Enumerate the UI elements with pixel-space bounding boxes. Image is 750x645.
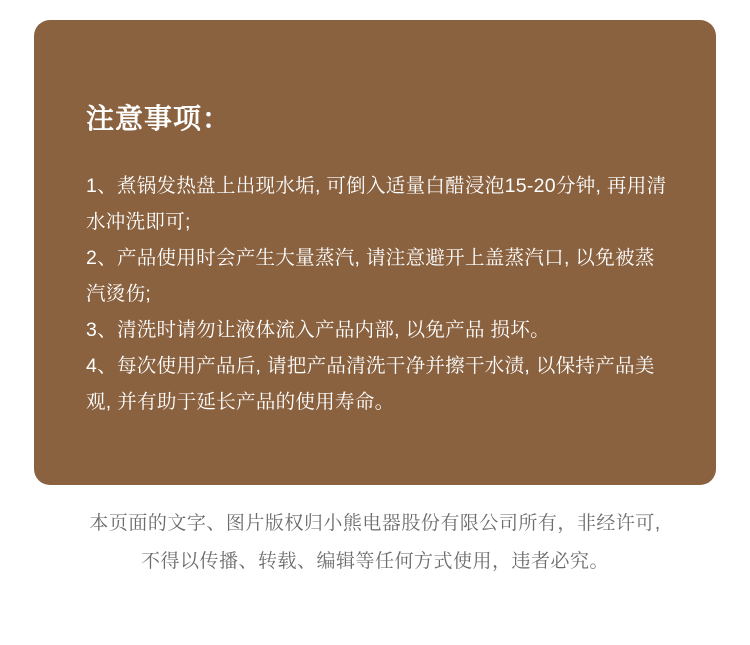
copyright-footer [0,505,750,581]
notice-item: 1、煮锅发热盘上出现水垢, 可倒入适量白醋浸泡15-20分钟, 再用清水冲洗即可; [86,175,667,233]
notice-body [86,168,672,420]
notice-title: 注意事项： [86,103,232,134]
notice-item: 2、产品使用时会产生大量蒸汽, 请注意避开上盖蒸汽口, 以免被蒸汽烫伤; [86,247,655,305]
notice-item: 3、清洗时请勿让液体流入产品内部, 以免产品 损坏。 [86,319,550,341]
notice-card [34,20,716,485]
copyright-line-2: 不得以传播、转载、编辑等任何方式使用，违者必究。 [140,551,609,572]
notice-item: 4、每次使用产品后, 请把产品清洗干净并擦干水渍, 以保持产品美观, 并有助于延长产品的使用寿命。 [86,355,655,413]
copyright-line-1: 本页面的文字、图片版权归小熊电器股份有限公司所有，非经许可, [89,513,661,534]
